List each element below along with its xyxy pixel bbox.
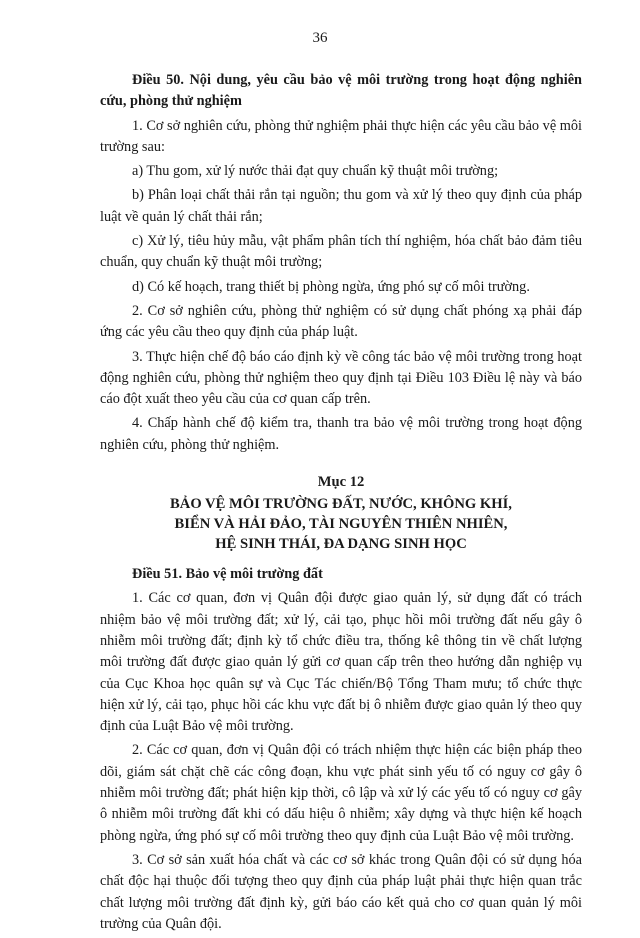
article-50-title: Điều 50. Nội dung, yêu cầu bảo vệ môi trường trong hoạt động nghiên cứu, phòng thử nghiệm: [100, 72, 582, 110]
article-51-paragraph: 3. Cơ sở sản xuất hóa chất và các cơ sở khác trong Quân đội có sử dụng hóa chất độc hại thuộc đối tượng theo quy định của pháp luật phải thực hiện quan trắc chất lượng môi trường đất định kỳ, gửi báo cáo kết quả cho cơ quan quản lý môi trường của Quân đội.: [100, 851, 582, 932]
page-number: 36: [312, 30, 328, 46]
section-12-title-line: BIỂN VÀ HẢI ĐẢO, TÀI NGUYÊN THIÊN NHIÊN,: [174, 516, 508, 533]
article-51-title: Điều 51. Bảo vệ môi trường đất: [132, 566, 323, 583]
article-50: [100, 70, 582, 456]
page-content: [100, 70, 582, 938]
article-50-paragraph: 4. Chấp hành chế độ kiểm tra, thanh tra bảo vệ môi trường trong hoạt động nghiên cứu, phòng thử nghiệm.: [100, 415, 582, 453]
article-50-paragraph: d) Có kế hoạch, trang thiết bị phòng ngừa, ứng phó sự cố môi trường.: [132, 278, 530, 295]
article-50-paragraph: b) Phân loại chất thải rắn tại nguồn; thu gom và xử lý theo quy định của pháp luật về quản lý chất thải rắn;: [100, 187, 582, 225]
article-51-paragraph: 1. Các cơ quan, đơn vị Quân đội được giao quản lý, sử dụng đất có trách nhiệm bảo vệ môi trường đất; xử lý, cải tạo, phục hồi môi trường đất nếu gây ô nhiễm môi trường đất; định kỳ tổ chức điều tra, thống kê thông tin về chất lượng môi trường đất được giao quản lý gửi cơ quan cấp trên theo hướng dẫn nghiệp vụ của Cục Khoa học quân sự và Cục Tác chiến/Bộ Tổng Tham mưu; tổ chức thực hiện xử lý, cải tạo, phục hồi các khu vực đất bị ô nhiễm được giao quản lý theo quy định của Luật Bảo vệ môi trường.: [100, 590, 582, 735]
section-12-title-line: BẢO VỆ MÔI TRƯỜNG ĐẤT, NƯỚC, KHÔNG KHÍ,: [170, 496, 512, 513]
article-50-paragraph: c) Xử lý, tiêu hủy mẫu, vật phẩm phân tích thí nghiệm, hóa chất bảo đảm tiêu chuẩn, quy chuẩn kỹ thuật môi trường;: [100, 233, 582, 271]
section-12-title-line: HỆ SINH THÁI, ĐA DẠNG SINH HỌC: [215, 536, 467, 553]
article-50-paragraph: 2. Cơ sở nghiên cứu, phòng thử nghiệm có sử dụng chất phóng xạ phải đáp ứng các yêu cầu theo quy định của pháp luật.: [100, 302, 582, 341]
article-51: [100, 564, 582, 935]
section-12-heading: [100, 472, 582, 554]
article-50-paragraph: a) Thu gom, xử lý nước thải đạt quy chuẩn kỹ thuật môi trường;: [132, 163, 499, 180]
article-50-paragraph: 1. Cơ sở nghiên cứu, phòng thử nghiệm phải thực hiện các yêu cầu bảo vệ môi trường sau:: [100, 117, 582, 155]
article-51-paragraph: 2. Các cơ quan, đơn vị Quân đội có trách nhiệm thực hiện các biện pháp theo dõi, giám sát chặt chẽ các công đoạn, khu vực phát sinh yếu tố có nguy cơ gây ô nhiễm môi trường đất; phát hiện kịp thời, cô lập và xử lý các yếu tố có nguy cơ gây ô nhiễm môi trường đất khi có dấu hiệu ô nhiễm; xây dựng và thực hiện kế hoạch phòng ngừa, ứng phó sự cố môi trường theo quy định của Luật Bảo vệ môi trường.: [100, 742, 582, 844]
section-12-label: Mục 12: [317, 474, 365, 491]
article-50-paragraph: 3. Thực hiện chế độ báo cáo định kỳ về công tác bảo vệ môi trường trong hoạt động nghiên cứu, phòng thử nghiệm theo quy định tại Điều 103 Điều lệ này và báo cáo đột xuất theo yêu cầu của cơ quan cấp trên.: [100, 348, 582, 408]
